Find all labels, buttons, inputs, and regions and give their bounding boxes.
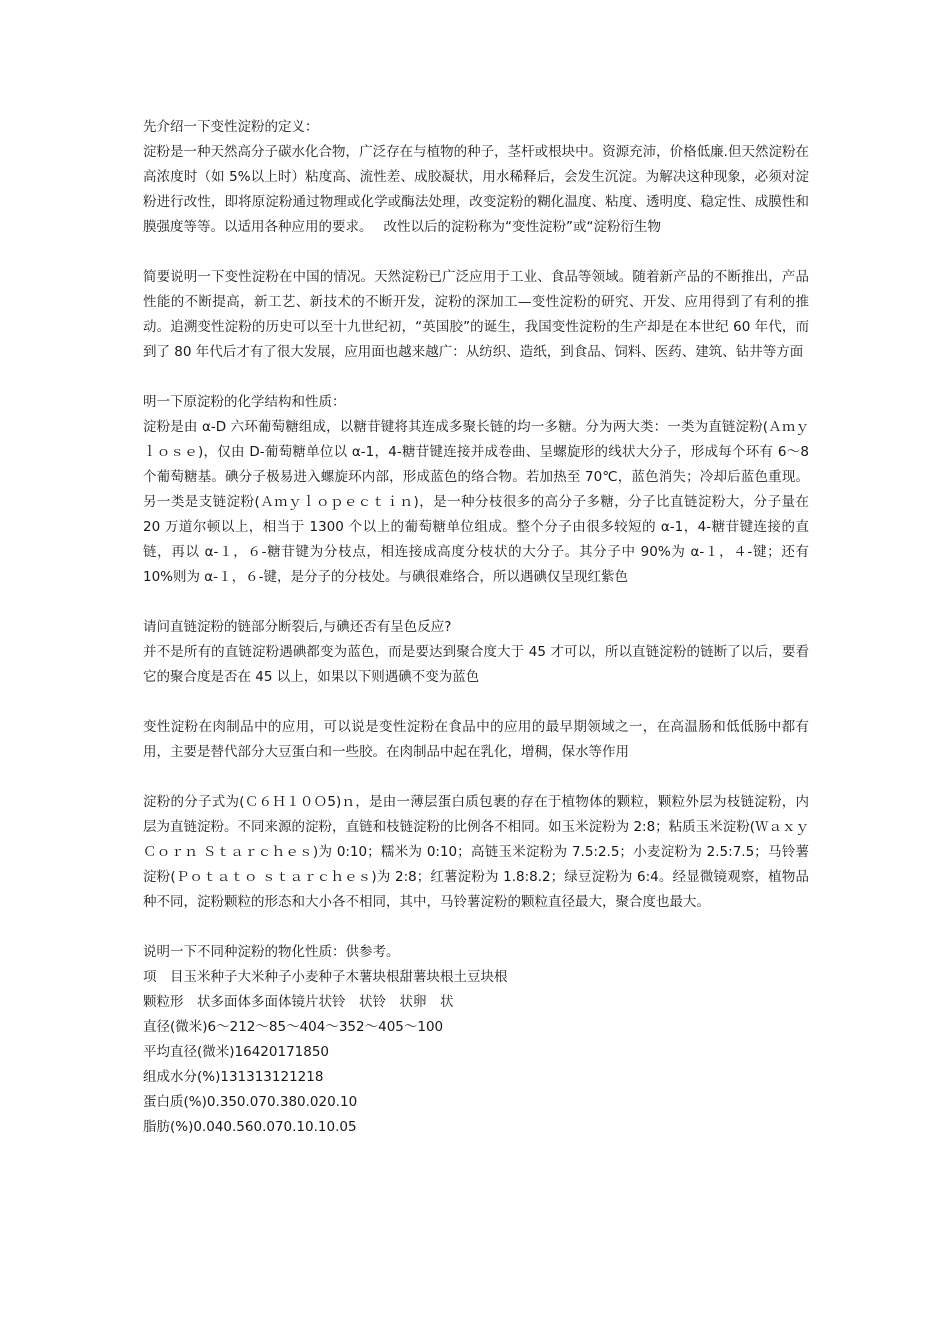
paragraph-spacer xyxy=(143,365,809,390)
section-heading-structure: 明一下原淀粉的化学结构和性质： xyxy=(143,394,346,410)
document-body xyxy=(143,115,809,1140)
properties-row-diameter: 直径(微米)6～212～85～404～352～405～100 xyxy=(143,1019,444,1035)
properties-row-fat: 脂肪(%)0.040.560.070.10.10.05 xyxy=(143,1119,357,1135)
paragraph-spacer xyxy=(143,915,809,940)
paragraph-spacer xyxy=(143,590,809,615)
properties-row-granule-shape: 颗粒形 状多面体多面体镜片状铃 状铃 状卵 状 xyxy=(143,994,454,1010)
paragraph-spacer xyxy=(143,240,809,265)
paragraph-molecular-formula: 淀粉的分子式为(Ｃ６Ｈ１０Ｏ5)ｎ，是由一薄层蛋白质包裹的存在于植物体的颗粒，颗粒外层为枝链淀粉，内层为直链淀粉。不同来源的淀粉，直链和枝链淀粉的比例各不相同。如玉米淀粉为 2:8；粘质玉米淀粉(Ｗａｘｙ Ｃｏｒｎ Ｓｔａｒｃｈｅｓ)为 0:10；糯米为 0:10；高链玉米淀粉为 7.5:2.5；小麦淀粉为 2.5:7.5；马铃薯淀粉(Ｐｏｔａｔｏ ｓｔａｒｃｈｅｓ)为 2:8；红薯淀粉为 1.8:8.2；绿豆淀粉为 6:4。经显微镜观察，植物品种不同，淀粉颗粒的形态和大小各不相同，其中，马铃薯淀粉的颗粒直径最大，聚合度也最大。 xyxy=(143,794,809,910)
paragraph-spacer xyxy=(143,765,809,790)
section-heading-iodine-question: 请问直链淀粉的链部分断裂后,与碘还否有呈色反应? xyxy=(143,619,452,635)
paragraph-iodine-answer: 并不是所有的直链淀粉遇碘都变为蓝色，而是要达到聚合度大于 45 才可以，所以直链淀粉的链断了以后，要看它的聚合度是否在 45 以上，如果以下则遇碘不变为蓝色 xyxy=(143,644,809,685)
paragraph-definition: 淀粉是一种天然高分子碳水化合物，广泛存在与植物的种子，茎杆或根块中。资源充沛，价格低廉.但天然淀粉在高浓度时（如 5%以上时）粘度高、流性差、成胶凝状，用水稀释后，会发生沉淀。为解决这种现象，必须对淀粉进行改性，即将原淀粉通过物理或化学或酶法处理，改变淀粉的糊化温度、粘度、透明度、稳定性、成膜性和膜强度等等。以适用各种应用的要求。 改性以后的淀粉称为“变性淀粉”或“淀粉衍生物 xyxy=(143,144,809,235)
properties-row-protein: 蛋白质(%)0.350.070.380.020.10 xyxy=(143,1094,358,1110)
paragraph-meat-products: 变性淀粉在肉制品中的应用，可以说是变性淀粉在食品中的应用的最早期领域之一，在高温肠和低低肠中都有用，主要是替代部分大豆蛋白和一些胶。在肉制品中起在乳化，增稠，保水等作用 xyxy=(143,719,809,760)
properties-row-average-diameter: 平均直径(微米)16420171850 xyxy=(143,1044,330,1060)
properties-row-header: 项 目玉米种子大米种子小麦种子木薯块根甜薯块根土豆块根 xyxy=(143,969,508,985)
section-heading-properties: 说明一下不同种淀粉的物化性质：供参考。 xyxy=(143,944,400,960)
paragraph-china-overview: 简要说明一下变性淀粉在中国的情况。天然淀粉已广泛应用于工业、食品等领域。随着新产品的不断推出，产品性能的不断提高，新工艺、新技术的不断开发，淀粉的深加工—变性淀粉的研究、开发、应用得到了有利的推动。追溯变性淀粉的历史可以至十九世纪初，“英国胶”的诞生，我国变性淀粉的生产却是在本世纪 60 年代，而到了 80 年代后才有了很大发展，应用面也越来越广：从纺织、造纸，到食品、饲料、医药、建筑、钻井等方面 xyxy=(143,269,809,360)
paragraph-structure: 淀粉是由 α-D 六环葡萄糖组成，以糖苷键将其连成多聚长链的均一多糖。分为两大类：一类为直链淀粉(Ａｍｙｌｏｓｅ)，仅由 D-葡萄糖单位以 α-1，4-糖苷键连接并成卷曲、呈螺旋形的线状大分子，形成每个环有 6～8 个葡萄糖基。碘分子极易进入螺旋环内部，形成蓝色的络合物。若加热至 70℃，蓝色消失；冷却后蓝色重现。另一类是支链淀粉(Ａｍｙｌｏｐｅｃｔｉｎ)，是一种分枝很多的高分子多糖，分子比直链淀粉大，分子量在 20 万道尔顿以上，相当于 1300 个以上的葡萄糖单位组成。整个分子由很多较短的 α-1，4-糖苷键连接的直链，再以 α-１，６-糖苷键为分枝点，相连接成高度分枝状的大分子。其分子中 90%为 α-１，４-键；还有 10%则为 α-１，６-键，是分子的分枝处。与碘很难络合，所以遇碘仅呈现红紫色 xyxy=(143,419,809,585)
section-heading-definition: 先介绍一下变性淀粉的定义： xyxy=(143,119,319,135)
properties-row-moisture: 组成水分(%)131313121218 xyxy=(143,1069,324,1085)
paragraph-spacer xyxy=(143,690,809,715)
